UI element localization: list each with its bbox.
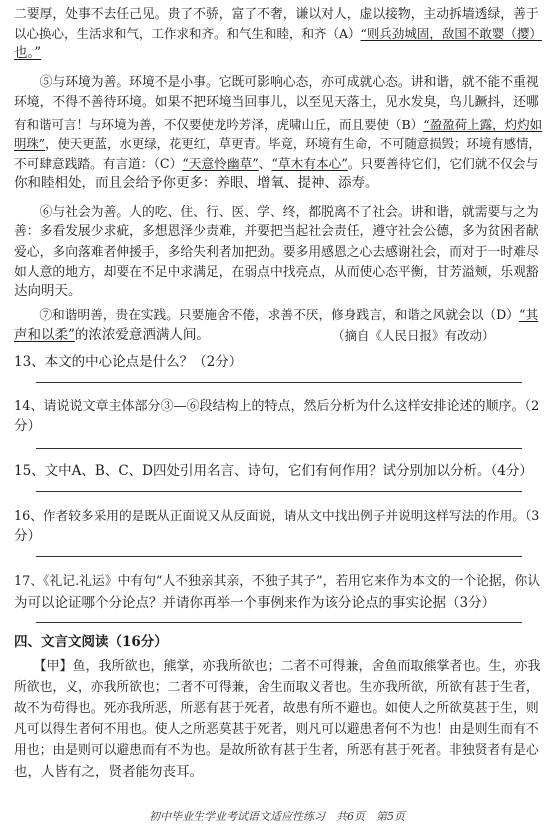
text-line <box>14 658 544 675</box>
text-line <box>14 204 544 221</box>
answer-line-17[interactable] <box>36 622 522 623</box>
text-line <box>14 283 544 300</box>
text-span: 。只要善待它们，它们就不仅会与 <box>347 156 539 171</box>
text-line <box>14 155 544 172</box>
text-line <box>14 764 544 781</box>
text-span: 凡可以得生者何不用也。使人之所恶莫甚于死者，则凡可以避患者何不为也！由是则生而有不 <box>14 722 539 737</box>
text-span: ⑥与社会为善。人的吃、住、行、医、学、终，都脱离不了社会。讲和谐，就需要与之为 <box>14 205 539 220</box>
text-span: 所欲也，义，亦我所欲也；二者不可得兼，舍生而取义者也。生亦我所欲，所欲有甚于生者， <box>14 680 539 695</box>
text-line <box>14 306 544 323</box>
text-line <box>14 398 544 415</box>
text-span: 你和睦相处，而且会给予你更多：养眼、增氧、提神、添寿。 <box>14 175 379 191</box>
text-line <box>14 418 544 435</box>
text-span: 用也；由是则可以避患而有不为也。是故所欲有甚于生者，所恶有甚于死者。非独贤者有是心 <box>14 743 539 758</box>
text-line <box>14 175 544 192</box>
text-span: 二要厚，处事不去任己见。贵了不骄，富了不奢，谦以对人，虚以接物，主动拆墙透绿，善于 <box>14 7 539 22</box>
text-line <box>14 528 544 545</box>
text-line <box>14 742 544 759</box>
text-span: ⑦和谐明善，贵在实践。只要施舍不倦，求善不厌，修身践言，和谐之风就会以（D） <box>14 307 519 322</box>
text-line <box>14 700 544 717</box>
text-span: 【甲】鱼，我所欲也，熊掌，亦我所欲也；二者不可得兼，舍鱼而取熊掌者也。生，亦我 <box>14 659 541 674</box>
text-span: 分） <box>14 418 41 434</box>
underlined-quote: “草木有本心” <box>271 156 348 171</box>
answer-line-15[interactable] <box>36 491 522 492</box>
text-line <box>14 463 544 480</box>
text-span: 有和谐可言！与环境为善，不仅要使龙吟芳泽，虎啸山丘，而且要使（B） <box>14 117 424 132</box>
text-span: 分） <box>14 528 41 544</box>
underlined-quote: “则兵劲城固，敌国不敢婴（撄） <box>360 26 542 41</box>
text-line <box>14 223 544 240</box>
text-span: 的浓浓爱意洒满人间。 <box>74 327 210 343</box>
text-line <box>14 354 544 371</box>
underlined-quote: “天意怜幽草” <box>182 156 259 171</box>
text-line <box>14 634 544 651</box>
text-span: 故不为苟得也。死亦我所恶，所恶有甚于死者，故患有所不避也。如使人之所欲莫甚于生，则 <box>14 701 539 716</box>
text-span: 如人意的地方，却要在不足中求满足，在弱点中找亮点，从而使心态平衡，甘芳溢颊，乐观豁 <box>14 265 539 280</box>
text-span: 为可以论证哪个分论点？并请你再举一个事例来作为该分论点的事实论据（3分） <box>14 595 496 611</box>
text-span: 15、文中A、B、C、D四处引用名言、诗句，它们有何作用？试分别加以分析。（4分） <box>14 463 533 479</box>
text-span: 以心换心，生活求和气，工作求和齐。和气生和睦，和齐（A） <box>14 26 361 41</box>
text-line <box>14 721 544 738</box>
page-footer: 初中毕业生学业考试语文适应性练习 共6页 第5页 <box>149 810 405 823</box>
text-span: 爱心，多向落难者伸援手，多给失利者加把劲。要多用感恩之心去感谢社会，而对于一时难尽 <box>14 245 539 260</box>
text-line <box>14 135 544 152</box>
underlined-quote: “盈盈荷上露，灼灼如 <box>423 117 543 132</box>
text-line <box>14 74 544 91</box>
answer-line-16[interactable] <box>36 556 522 557</box>
text-line <box>14 45 544 62</box>
text-span: ，使天更蓝，水更绿，花更红，草更青。毕竟，环境有生命，不可随意损毁；环境有感情， <box>45 136 541 151</box>
text-span: 14、请说说文章主体部分③—⑥段结构上的特点，然后分析为什么这样安排论述的顺序。（2 <box>14 399 540 414</box>
text-line <box>14 573 544 590</box>
text-span: 、 <box>258 156 272 171</box>
underlined-quote: 也。” <box>14 45 42 61</box>
text-line <box>14 264 544 281</box>
text-span: 13、本文的中心论点是什么？（2分） <box>14 354 243 370</box>
text-line <box>14 94 544 111</box>
underlined-quote: 声和以柔” <box>14 327 75 343</box>
source-note: （摘自《人民日报》有改动） <box>332 328 495 343</box>
text-line <box>14 507 544 524</box>
answer-line-13[interactable] <box>36 382 522 383</box>
text-line <box>14 6 544 23</box>
text-line <box>14 679 544 696</box>
text-span: ⑤与环境为善。环境不是小事。它既可影响心态，亦可成就心态。讲和谐，就不能不重视 <box>14 75 539 90</box>
text-span: 17、《礼记.礼运》中有句“人不独亲其亲，不独子其子”，若用它来作为本文的一个论据，你认 <box>14 574 541 589</box>
text-line <box>14 116 544 133</box>
text-line <box>14 595 544 612</box>
answer-line-14[interactable] <box>36 448 522 449</box>
underlined-quote: “其 <box>518 307 539 322</box>
text-span: 环境，不得不善待环境。如果不把环境当回事儿，以至见天落土，见水发臭，鸟儿蹶抖，还哪 <box>14 95 539 110</box>
underlined-quote: 明珠” <box>14 136 46 151</box>
text-line <box>14 244 544 261</box>
text-line <box>14 25 544 42</box>
text-span: 善：多看发展少求疵，多想恩泽少责难，并要把当起社会责任，遵守社会公德，多为贫困者献 <box>14 224 539 239</box>
text-span: 四、文言文阅读（16分） <box>14 634 168 650</box>
text-span: 16、作者较多采用的是既从正面说又从反面说，请从文中找出例子并说明这样写法的作用。（3 <box>14 508 540 523</box>
text-span: 达向明天。 <box>14 283 82 299</box>
text-span: 不可肆意践踏。有言道：（C） <box>14 156 183 171</box>
text-span: 也，人皆有之，贤者能勿丧耳。 <box>14 764 203 780</box>
